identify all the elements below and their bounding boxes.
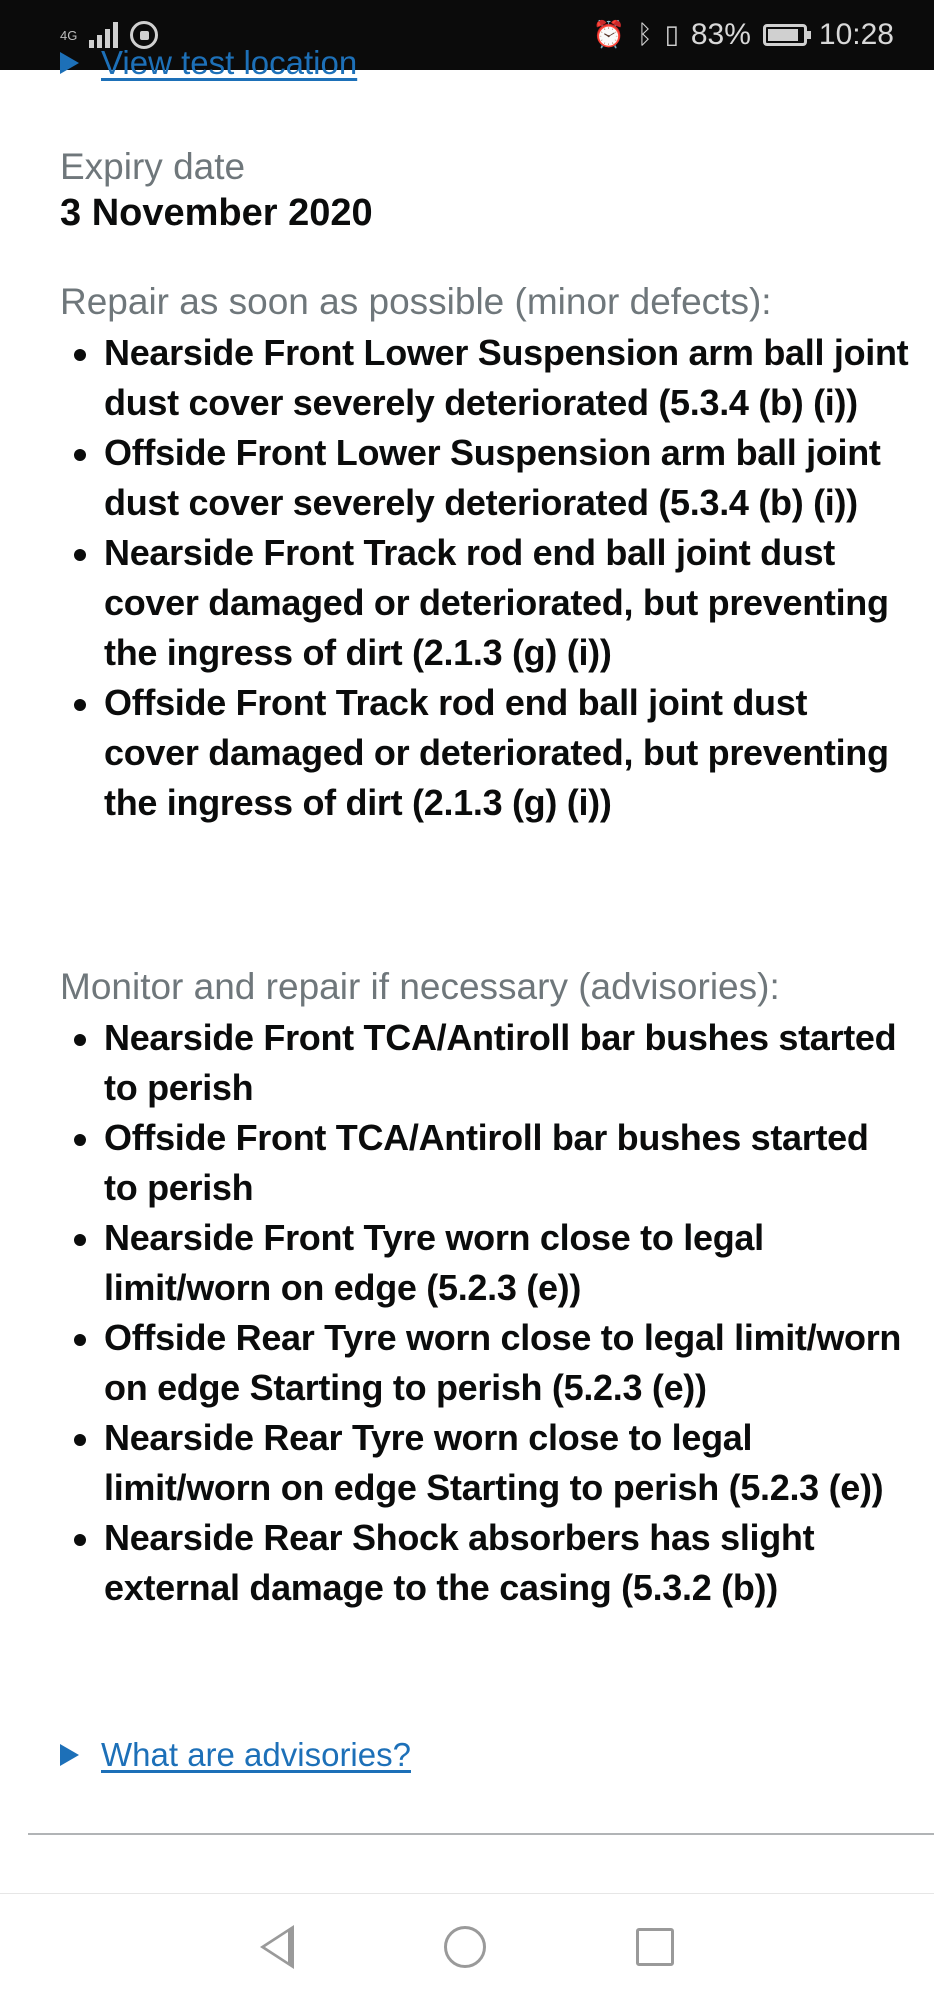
view-test-location-link[interactable]: View test location	[101, 44, 358, 81]
list-item: Nearside Front Lower Suspension arm ball joint dust cover severely deteriorated (5.3.4 (b) (i))	[104, 328, 910, 428]
list-item: Nearside Front Track rod end ball joint dust cover damaged or deteriorated, but preventing the ingress of dirt (2.1.3 (g) (i))	[104, 528, 910, 678]
expiry-date-value: 3 November 2020	[60, 192, 373, 234]
android-nav-bar	[0, 1893, 934, 2000]
list-item: Offside Front Track rod end ball joint dust cover damaged or deteriorated, but preventing the ingress of dirt (2.1.3 (g) (i))	[104, 678, 910, 828]
recents-icon[interactable]	[636, 1928, 674, 1966]
list-item: Nearside Rear Shock absorbers has slight external damage to the casing (5.3.2 (b))	[104, 1513, 910, 1613]
list-item: Offside Front Lower Suspension arm ball joint dust cover severely deteriorated (5.3.4 (b) (i))	[104, 428, 910, 528]
disclosure-triangle-icon	[60, 52, 79, 74]
battery-percent: 83%	[690, 18, 751, 51]
what-are-advisories-link[interactable]: What are advisories?	[101, 1736, 411, 1773]
minor-defects-heading: Repair as soon as possible (minor defects):	[60, 281, 772, 322]
vibrate-icon: ▯	[664, 20, 679, 50]
expiry-date-label: Expiry date	[60, 146, 246, 187]
what-are-advisories-toggle[interactable]	[0, 1736, 411, 1774]
home-icon[interactable]	[444, 1926, 486, 1968]
advisories-heading: Monitor and repair if necessary (advisories):	[60, 966, 780, 1007]
view-test-location-toggle[interactable]	[0, 44, 357, 82]
list-item: Nearside Front TCA/Antiroll bar bushes started to perish	[104, 1013, 910, 1113]
bluetooth-icon: ᛒ	[636, 20, 653, 50]
disclosure-triangle-icon	[60, 1744, 79, 1766]
back-icon[interactable]	[260, 1925, 294, 1969]
list-item: Nearside Front Tyre worn close to legal limit/worn on edge (5.2.3 (e))	[104, 1213, 910, 1313]
network-type: 4G	[60, 27, 78, 43]
status-right	[593, 18, 894, 52]
list-item: Offside Rear Tyre worn close to legal limit/worn on edge Starting to perish (5.2.3 (e))	[104, 1313, 910, 1413]
list-item: Offside Front TCA/Antiroll bar bushes started to perish	[104, 1113, 910, 1213]
battery-icon	[763, 24, 807, 46]
section-divider	[28, 1833, 934, 1835]
advisories-section	[60, 963, 910, 1613]
advisories-list	[60, 1013, 910, 1613]
alarm-icon: ⏰	[592, 20, 625, 50]
clock: 10:28	[818, 18, 894, 51]
list-item: Nearside Rear Tyre worn close to legal limit/worn on edge Starting to perish (5.2.3 (e))	[104, 1413, 910, 1513]
minor-defects-list	[60, 328, 910, 828]
minor-defects-section	[60, 278, 910, 828]
